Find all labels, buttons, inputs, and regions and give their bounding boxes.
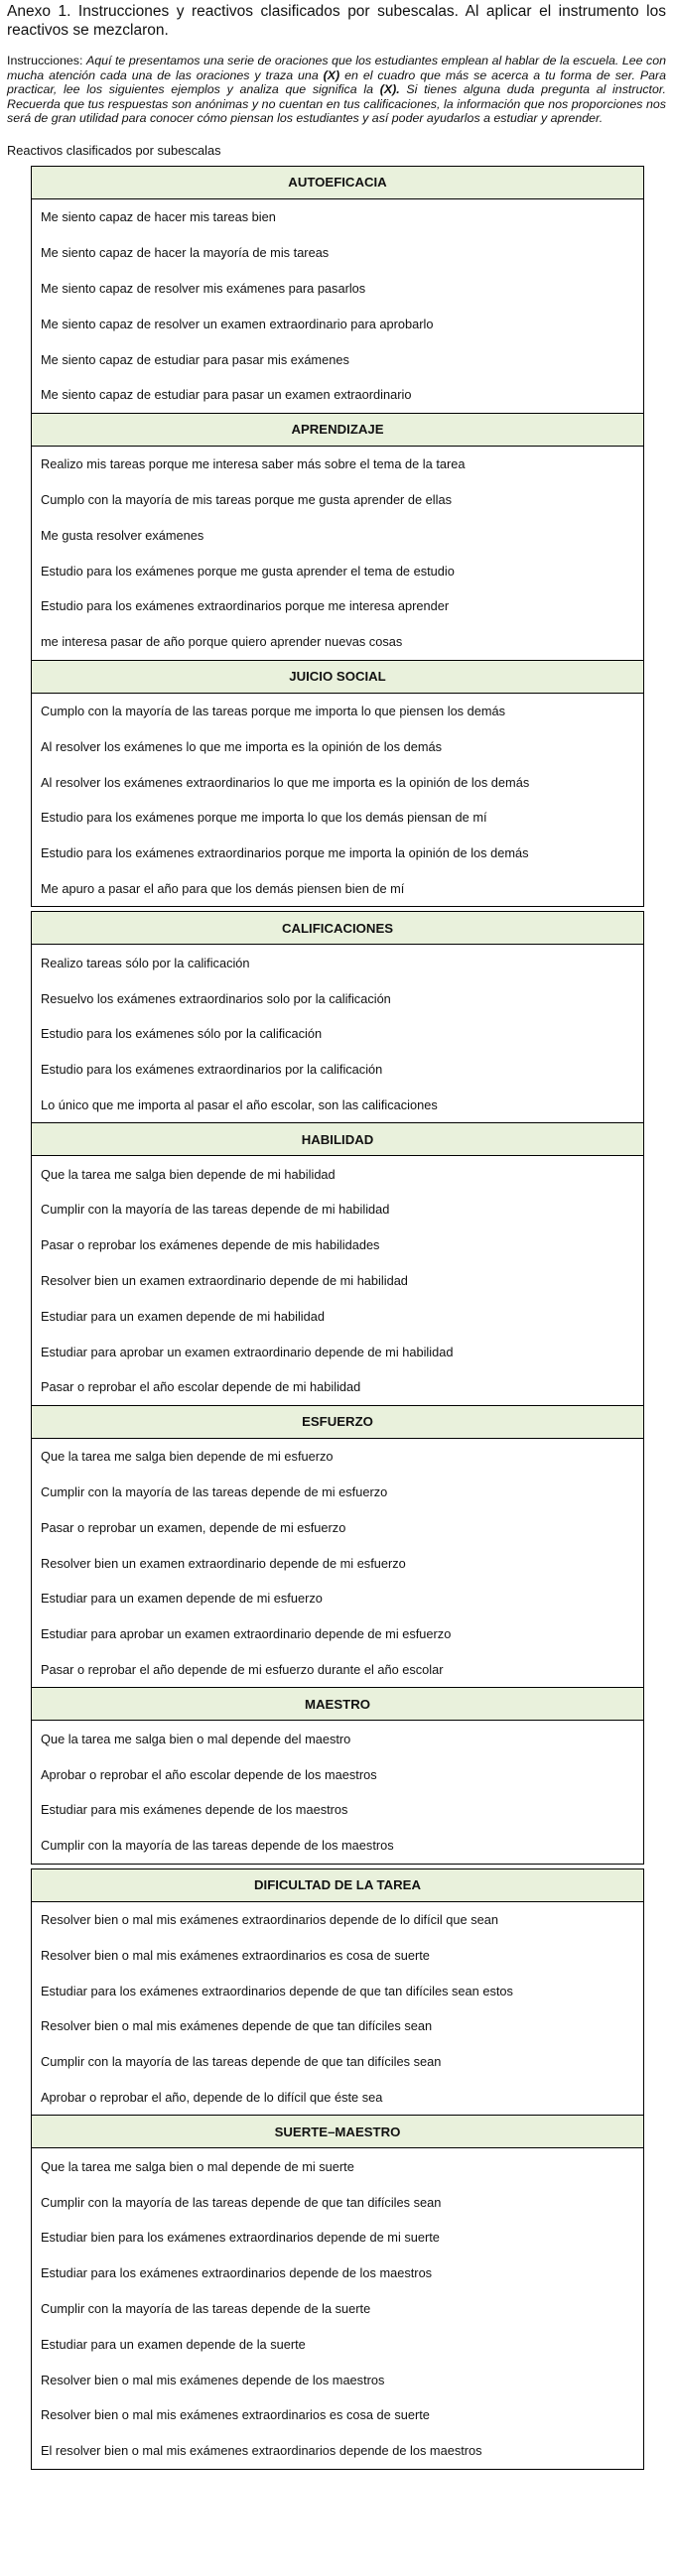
table-row — [32, 800, 644, 836]
item-statement: Pasar o reprobar el año depende de mi esfuerzo durante el año escolar — [32, 1652, 644, 1688]
section-title: JUICIO SOCIAL — [32, 660, 644, 693]
table-row — [32, 1298, 644, 1334]
item-statement: Pasar o reprobar un examen, depende de mi esfuerzo — [32, 1509, 644, 1545]
table-row — [32, 2220, 644, 2255]
item-statement: Estudio para los exámenes extraordinarios porque me interesa aprender — [32, 588, 644, 624]
item-statement: Al resolver los exámenes lo que me importa es la opinión de los demás — [32, 728, 644, 764]
section-header-row — [32, 660, 644, 693]
item-statement: Resolver bien o mal mis exámenes extraordinarios es cosa de suerte — [32, 1937, 644, 1973]
item-statement: Que la tarea me salga bien o mal depende de mi suerte — [32, 2148, 644, 2184]
section-header-row — [32, 1868, 644, 1901]
table-row — [32, 1475, 644, 1510]
item-statement: Me siento capaz de hacer la mayoría de mis tareas — [32, 235, 644, 271]
item-statement: Resuelvo los exámenes extraordinarios solo por la calificación — [32, 980, 644, 1016]
item-statement: Estudiar para aprobar un examen extraordinario depende de mi esfuerzo — [32, 1616, 644, 1652]
table-row — [32, 1901, 644, 1937]
table-row — [32, 980, 644, 1016]
instructions-paragraph — [7, 54, 666, 126]
table-row — [32, 235, 644, 271]
item-statement: Estudiar para mis exámenes depende de los maestros — [32, 1792, 644, 1828]
item-statement: Me siento capaz de resolver un examen extraordinario para aprobarlo — [32, 306, 644, 341]
table-caption: Reactivos clasificados por subescalas — [7, 142, 221, 158]
table-row — [32, 2080, 644, 2116]
table-row — [32, 1192, 644, 1227]
item-statement: Al resolver los exámenes extraordinarios lo que me importa es la opinión de los demás — [32, 764, 644, 800]
table-row — [32, 2008, 644, 2044]
item-statement: Me apuro a pasar el año para que los demás piensen bien de mí — [32, 871, 644, 907]
item-statement: Me siento capaz de hacer mis tareas bien — [32, 198, 644, 234]
table-row — [32, 482, 644, 518]
table-row — [32, 588, 644, 624]
item-statement: Cumplo con la mayoría de las tareas porque me importa lo que piensen los demás — [32, 693, 644, 728]
instructions-mark2: (X). — [379, 82, 400, 97]
item-statement: Que la tarea me salga bien depende de mi habilidad — [32, 1156, 644, 1192]
table-row — [32, 1334, 644, 1369]
table-row — [32, 1088, 644, 1123]
table-row — [32, 553, 644, 588]
item-statement: Estudio para los exámenes extraordinarios por la calificación — [32, 1052, 644, 1088]
annex-heading: Anexo 1. Instrucciones y reactivos clasificados por subescalas. Al aplicar el instrumento los reactivos se mezclaron. — [7, 3, 666, 39]
table-row — [32, 2255, 644, 2291]
item-statement: Estudiar para un examen depende de mi habilidad — [32, 1298, 644, 1334]
item-statement: Cumplir con la mayoría de las tareas depende de la suerte — [32, 2291, 644, 2327]
subscale-tables — [7, 166, 666, 2470]
table-row — [32, 1052, 644, 1088]
item-statement: Realizo mis tareas porque me interesa saber más sobre el tema de la tarea — [32, 446, 644, 481]
item-statement: Resolver bien o mal mis exámenes depende de los maestros — [32, 2362, 644, 2397]
section-header-row — [32, 2116, 644, 2148]
table-row — [32, 341, 644, 377]
item-statement: Pasar o reprobar el año escolar depende de mi habilidad — [32, 1369, 644, 1405]
item-statement: Resolver bien o mal mis exámenes depende de que tan difíciles sean — [32, 2008, 644, 2044]
item-statement: Estudiar para un examen depende de la suerte — [32, 2326, 644, 2362]
table-row — [32, 2291, 644, 2327]
subscale-table — [31, 1868, 644, 2470]
table-row — [32, 1756, 644, 1792]
item-statement: Cumplir con la mayoría de las tareas depende de que tan difíciles sean — [32, 2044, 644, 2080]
table-row — [32, 517, 644, 553]
table-row — [32, 693, 644, 728]
table-row — [32, 446, 644, 481]
section-title: APRENDIZAJE — [32, 413, 644, 446]
table-row — [32, 1156, 644, 1192]
item-statement: Cumplir con la mayoría de las tareas depende de los maestros — [32, 1828, 644, 1864]
section-header-row — [32, 912, 644, 945]
instructions-part1: Aquí te presentamos una serie de oraciones que los estudiantes emplean al hablar de la escuela. Lee con mucha atención cada una de las oraciones y traza una — [7, 54, 666, 82]
table-row — [32, 1937, 644, 1973]
table-row — [32, 271, 644, 307]
item-statement: me interesa pasar de año porque quiero aprender nuevas cosas — [32, 624, 644, 660]
section-title: HABILIDAD — [32, 1123, 644, 1156]
item-statement: Resolver bien un examen extraordinario depende de mi habilidad — [32, 1263, 644, 1299]
item-statement: Me siento capaz de estudiar para pasar un examen extraordinario — [32, 377, 644, 413]
item-statement: Estudio para los exámenes sólo por la calificación — [32, 1016, 644, 1052]
item-statement: Estudiar bien para los exámenes extraordinarios depende de mi suerte — [32, 2220, 644, 2255]
table-row — [32, 1792, 644, 1828]
item-statement: Me siento capaz de resolver mis exámenes para pasarlos — [32, 271, 644, 307]
section-header-row — [32, 1688, 644, 1721]
item-statement: Resolver bien o mal mis exámenes extraordinarios es cosa de suerte — [32, 2397, 644, 2433]
table-row — [32, 2362, 644, 2397]
table-row — [32, 377, 644, 413]
table-row — [32, 2184, 644, 2220]
item-statement: Resolver bien un examen extraordinario depende de mi esfuerzo — [32, 1545, 644, 1581]
table-row — [32, 728, 644, 764]
item-statement: Estudiar para aprobar un examen extraordinario depende de mi habilidad — [32, 1334, 644, 1369]
section-title: SUERTE–MAESTRO — [32, 2116, 644, 2148]
item-statement: Estudiar para un examen depende de mi esfuerzo — [32, 1581, 644, 1616]
item-statement: Me gusta resolver exámenes — [32, 517, 644, 553]
instructions-mark1: (X) — [323, 67, 340, 82]
table-row — [32, 1721, 644, 1756]
table-row — [32, 945, 644, 980]
section-title: AUTOEFICACIA — [32, 166, 644, 198]
instructions-part3: Si tienes alguna duda pregunta al instructor. Recuerda que tus respuestas son anónimas y no cuentan en tus calificaciones, la información que nos proporciones nos será de gran utilidad para conocer cómo piensan los estudiantes y así poder ayudarlos a estudiar y aprender. — [7, 82, 666, 126]
table-row — [32, 2433, 644, 2469]
item-statement: Cumplo con la mayoría de mis tareas porque me gusta aprender de ellas — [32, 482, 644, 518]
section-header-row — [32, 166, 644, 198]
item-statement: Me siento capaz de estudiar para pasar mis exámenes — [32, 341, 644, 377]
item-statement: Estudio para los exámenes porque me importa lo que los demás piensan de mí — [32, 800, 644, 836]
item-statement: Estudio para los exámenes extraordinarios porque me importa la opinión de los demás — [32, 836, 644, 871]
table-row — [32, 1652, 644, 1688]
section-title: DIFICULTAD DE LA TAREA — [32, 1868, 644, 1901]
item-statement: Que la tarea me salga bien depende de mi esfuerzo — [32, 1438, 644, 1474]
item-statement: Cumplir con la mayoría de las tareas depende de mi habilidad — [32, 1192, 644, 1227]
section-title: MAESTRO — [32, 1688, 644, 1721]
instructions-label: Instrucciones: — [7, 54, 83, 67]
item-statement: El resolver bien o mal mis exámenes extraordinarios depende de los maestros — [32, 2433, 644, 2469]
table-row — [32, 1616, 644, 1652]
section-header-row — [32, 1405, 644, 1438]
table-row — [32, 2397, 644, 2433]
item-statement: Estudio para los exámenes porque me gusta aprender el tema de estudio — [32, 553, 644, 588]
table-row — [32, 1438, 644, 1474]
table-row — [32, 1581, 644, 1616]
item-statement: Estudiar para los exámenes extraordinarios depende de los maestros — [32, 2255, 644, 2291]
table-row — [32, 1828, 644, 1864]
section-header-row — [32, 1123, 644, 1156]
table-row — [32, 2326, 644, 2362]
table-row — [32, 871, 644, 907]
table-row — [32, 836, 644, 871]
item-statement: Resolver bien o mal mis exámenes extraordinarios depende de lo difícil que sean — [32, 1901, 644, 1937]
item-statement: Cumplir con la mayoría de las tareas depende de mi esfuerzo — [32, 1475, 644, 1510]
table-row — [32, 1016, 644, 1052]
section-title: ESFUERZO — [32, 1405, 644, 1438]
table-row — [32, 1509, 644, 1545]
section-header-row — [32, 413, 644, 446]
item-statement: Pasar o reprobar los exámenes depende de mis habilidades — [32, 1227, 644, 1263]
item-statement: Que la tarea me salga bien o mal depende del maestro — [32, 1721, 644, 1756]
table-row — [32, 2044, 644, 2080]
table-row — [32, 764, 644, 800]
table-row — [32, 624, 644, 660]
table-row — [32, 306, 644, 341]
item-statement: Estudiar para los exámenes extraordinarios depende de que tan difíciles sean estos — [32, 1973, 644, 2008]
table-row — [32, 198, 644, 234]
item-statement: Cumplir con la mayoría de las tareas depende de que tan difíciles sean — [32, 2184, 644, 2220]
table-row — [32, 1369, 644, 1405]
table-row — [32, 1973, 644, 2008]
item-statement: Aprobar o reprobar el año escolar depende de los maestros — [32, 1756, 644, 1792]
table-row — [32, 1545, 644, 1581]
item-statement: Lo único que me importa al pasar el año escolar, son las calificaciones — [32, 1088, 644, 1123]
item-statement: Aprobar o reprobar el año, depende de lo difícil que éste sea — [32, 2080, 644, 2116]
item-statement: Realizo tareas sólo por la calificación — [32, 945, 644, 980]
table-row — [32, 2148, 644, 2184]
table-row — [32, 1263, 644, 1299]
section-title: CALIFICACIONES — [32, 912, 644, 945]
instructions-part2: en el cuadro que más se acerca a tu forma de ser. Para practicar, lee los siguientes ejemplos y analiza que significa la — [7, 67, 666, 97]
subscale-table — [31, 166, 644, 907]
table-row — [32, 1227, 644, 1263]
subscale-table — [31, 911, 644, 1864]
